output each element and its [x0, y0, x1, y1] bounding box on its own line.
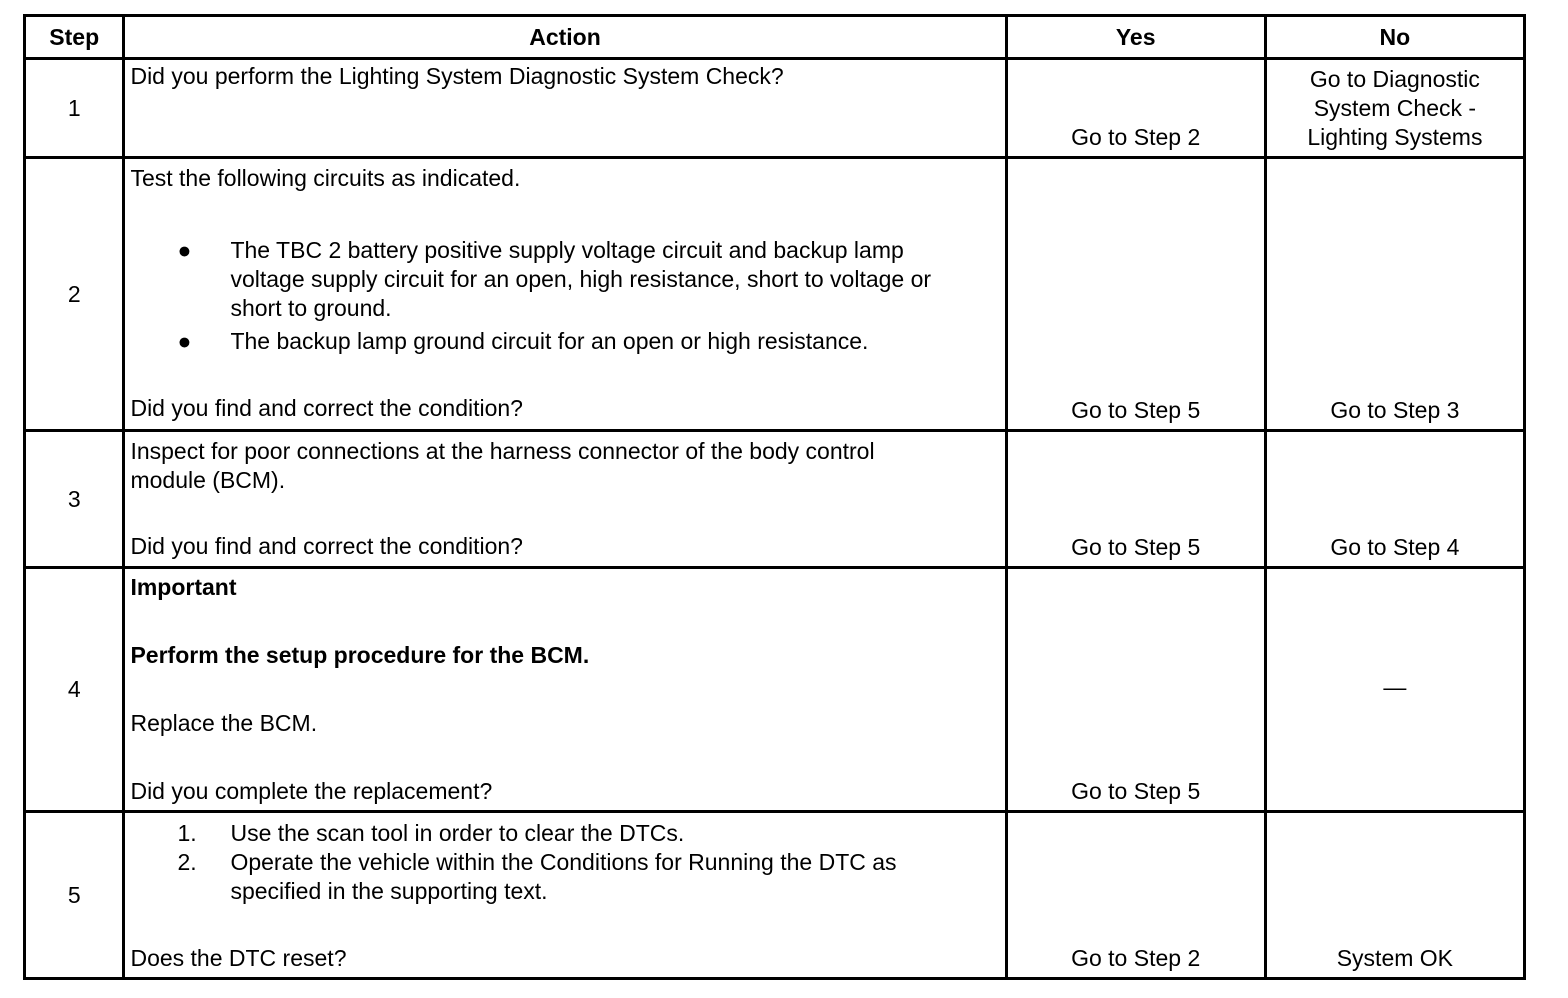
- list-line: specified in the supporting text.: [230, 878, 548, 904]
- header-action: Action: [124, 16, 1006, 59]
- action-intro: Test the following circuits as indicated.: [130, 165, 521, 191]
- no-line: Lighting Systems: [1307, 124, 1483, 150]
- header-step: Step: [25, 16, 124, 59]
- yes-cell: Go to Step 5: [1006, 568, 1265, 812]
- important-label: Important: [130, 574, 237, 600]
- table-row: [25, 158, 1525, 431]
- action-text: Replace the BCM.: [130, 710, 318, 736]
- yes-cell: Go to Step 2: [1006, 59, 1265, 158]
- action-text: Inspect for poor connections at the harness connector of the body control: [130, 438, 875, 464]
- list-number: 1.: [177, 820, 197, 846]
- action-cell: [124, 59, 1006, 158]
- action-cell: [124, 812, 1006, 979]
- header-row: [25, 16, 1525, 59]
- table-row: [25, 431, 1525, 568]
- no-cell: [1265, 59, 1524, 158]
- bullet-line: voltage supply circuit for an open, high resistance, short to voltage or: [230, 266, 932, 292]
- list-line: Use the scan tool in order to clear the DTCs.: [230, 820, 685, 846]
- action-cell: [124, 568, 1006, 812]
- step-number: 5: [25, 812, 124, 979]
- action-cell: [124, 431, 1006, 568]
- diagnostic-table: [23, 14, 1526, 980]
- step-number: 1: [25, 59, 124, 158]
- step-number: 3: [25, 431, 124, 568]
- action-cell: [124, 158, 1006, 431]
- table-row: [25, 59, 1525, 158]
- no-line: Go to Diagnostic: [1309, 66, 1480, 92]
- header-no: No: [1265, 16, 1524, 59]
- table-row: [25, 568, 1525, 812]
- action-question: Did you find and correct the condition?: [130, 395, 523, 421]
- action-text: module (BCM).: [130, 467, 286, 493]
- no-cell: —: [1265, 568, 1524, 812]
- no-cell: Go to Step 3: [1265, 158, 1524, 431]
- action-question: Did you complete the replacement?: [130, 778, 493, 804]
- action-text: Did you perform the Lighting System Diagnostic System Check?: [130, 63, 784, 89]
- bullet-line: The TBC 2 battery positive supply voltage circuit and backup lamp: [230, 237, 904, 263]
- table-row: [25, 812, 1525, 979]
- yes-cell: Go to Step 5: [1006, 158, 1265, 431]
- list-line: Operate the vehicle within the Conditions for Running the DTC as: [230, 849, 897, 875]
- header-yes: Yes: [1006, 16, 1265, 59]
- bullet-line: short to ground.: [230, 295, 392, 321]
- step-number: 2: [25, 158, 124, 431]
- bullet-icon: ●: [177, 328, 192, 354]
- no-line: System Check -: [1313, 95, 1477, 121]
- yes-cell: Go to Step 2: [1006, 812, 1265, 979]
- action-question: Did you find and correct the condition?: [130, 533, 523, 559]
- no-cell: System OK: [1265, 812, 1524, 979]
- bullet-icon: ●: [177, 237, 192, 263]
- action-question: Does the DTC reset?: [130, 945, 347, 971]
- setup-note: Perform the setup procedure for the BCM.: [130, 642, 590, 668]
- list-number: 2.: [177, 849, 197, 875]
- bullet-line: The backup lamp ground circuit for an open or high resistance.: [230, 328, 869, 354]
- step-number: 4: [25, 568, 124, 812]
- yes-cell: Go to Step 5: [1006, 431, 1265, 568]
- no-cell: Go to Step 4: [1265, 431, 1524, 568]
